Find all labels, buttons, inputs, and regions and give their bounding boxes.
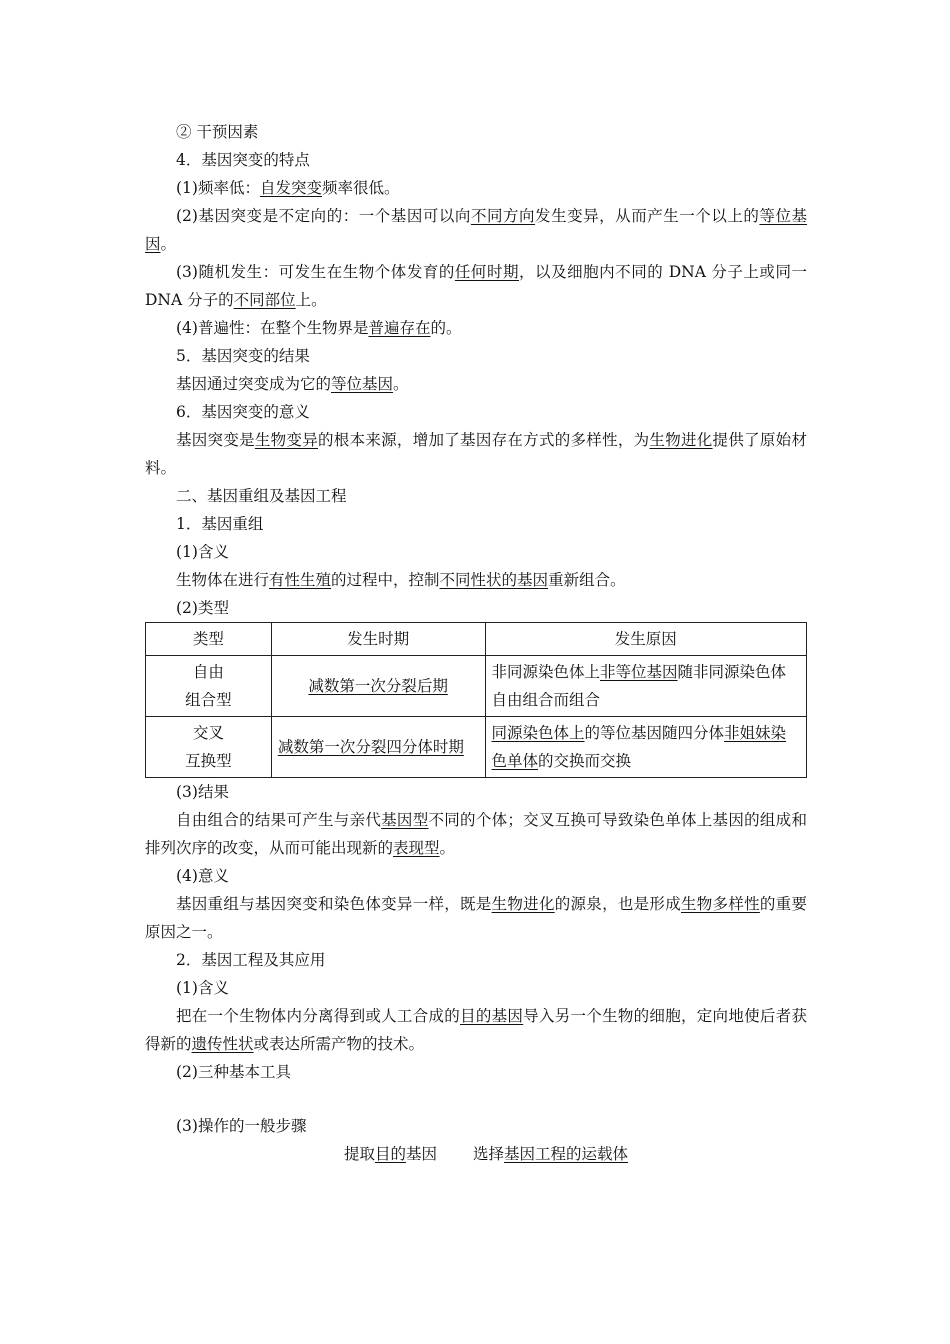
genetic-engineering-definition: 把在一个生物体内分离得到或人工合成的目的基因导入另一个生物的细胞，定向地使后者获得新的遗传性状或表达所需产物的技术。 bbox=[145, 1007, 807, 1053]
cell-reason: 非同源染色体上非等位基因随非同源染色体自由组合而组合 bbox=[485, 656, 807, 717]
table-header-row bbox=[146, 623, 807, 656]
subheading-meaning: (1)含义 bbox=[176, 543, 229, 561]
subheading-significance: (4)意义 bbox=[176, 867, 229, 885]
cell-type: 交叉 互换型 bbox=[146, 717, 272, 778]
document-page bbox=[145, 118, 807, 1168]
header-reason: 发生原因 bbox=[485, 623, 807, 656]
subheading-types: (2)类型 bbox=[176, 599, 229, 617]
step-select-vector: 选择基因工程的运载体 bbox=[473, 1145, 629, 1163]
section-heading-recombination: 二、基因重组及基因工程 bbox=[176, 487, 347, 505]
blank-space bbox=[145, 1086, 807, 1112]
header-type: 类型 bbox=[146, 623, 272, 656]
blank-answer: 生物进化 bbox=[649, 431, 713, 449]
blank-answer: 不同方向 bbox=[470, 207, 536, 225]
heading-recombination: 1．基因重组 bbox=[176, 515, 264, 533]
blank-answer: 生物变异 bbox=[254, 431, 319, 449]
heading-mutation-significance: 6．基因突变的意义 bbox=[176, 403, 310, 421]
feature-low-frequency: (1)频率低：自发突变频率很低。 bbox=[176, 179, 400, 197]
blank-answer: 有性生殖 bbox=[269, 571, 332, 589]
blank-answer: 生物进化 bbox=[491, 895, 555, 913]
subheading-result: (3)结果 bbox=[176, 783, 229, 801]
blank-answer: 不同性状的基因 bbox=[439, 571, 549, 589]
step-extract-gene: 提取目的基因 bbox=[343, 1145, 437, 1163]
recombination-significance-text: 基因重组与基因突变和染色体变异一样，既是生物进化的源泉，也是形成生物多样性的重要原因之一。 bbox=[145, 895, 807, 941]
recombination-result-text: 自由组合的结果可产生与亲代基因型不同的个体；交叉互换可导致染色单体上基因的组成和排列次序的改变，从而可能出现新的表现型。 bbox=[145, 811, 807, 857]
cell-period: 减数第一次分裂后期 bbox=[271, 656, 485, 717]
feature-undirected: (2)基因突变是不定向的：一个基因可以向不同方向发生变异，从而产生一个以上的等位基因。 bbox=[145, 207, 807, 253]
procedure-steps bbox=[145, 1140, 807, 1168]
subheading-three-tools: (2)三种基本工具 bbox=[176, 1063, 291, 1081]
heading-genetic-engineering: 2．基因工程及其应用 bbox=[176, 951, 326, 969]
heading-mutation-result: 5．基因突变的结果 bbox=[176, 347, 310, 365]
blank-answer: 自发突变 bbox=[259, 179, 322, 197]
blank-answer: 等位基因 bbox=[331, 375, 394, 393]
blank-answer: 普遍存在 bbox=[368, 319, 431, 337]
cell-period: 减数第一次分裂四分体时期 bbox=[271, 717, 485, 778]
feature-universal: (4)普遍性：在整个生物界是普遍存在的。 bbox=[176, 319, 462, 337]
subheading-steps: (3)操作的一般步骤 bbox=[176, 1117, 307, 1135]
blank-answer: 目的基因 bbox=[460, 1007, 524, 1025]
mutation-significance-text: 基因突变是生物变异的根本来源，增加了基因存在方式的多样性，为生物进化提供了原始材料。 bbox=[145, 431, 807, 477]
cell-reason: 同源染色体上的等位基因随四分体非姐妹染色单体的交换而交换 bbox=[485, 717, 807, 778]
blank-answer: 表现型 bbox=[393, 839, 440, 857]
header-period: 发生时期 bbox=[271, 623, 485, 656]
cell-type: 自由 组合型 bbox=[146, 656, 272, 717]
item-interfering-factors: ② 干预因素 bbox=[176, 123, 259, 141]
subheading-meaning-2: (1)含义 bbox=[176, 979, 229, 997]
blank-answer: 基因型 bbox=[381, 811, 429, 829]
table-row bbox=[146, 717, 807, 778]
blank-answer: 等位基因 bbox=[145, 207, 807, 253]
table-row bbox=[146, 656, 807, 717]
blank-answer: 生物多样性 bbox=[680, 895, 760, 913]
blank-answer: 不同部位 bbox=[233, 291, 296, 309]
blank-answer: 遗传性状 bbox=[191, 1035, 254, 1053]
recombination-definition: 生物体在进行有性生殖的过程中，控制不同性状的基因重新组合。 bbox=[176, 571, 626, 589]
recombination-types-table bbox=[145, 622, 807, 778]
feature-random: (3)随机发生：可发生在生物个体发育的任何时期，以及细胞内不同的 DNA 分子上或同一 DNA 分子的不同部位上。 bbox=[145, 263, 807, 309]
mutation-result-text: 基因通过突变成为它的等位基因。 bbox=[176, 375, 409, 393]
heading-mutation-features: 4．基因突变的特点 bbox=[176, 151, 310, 169]
blank-answer: 任何时期 bbox=[454, 263, 520, 281]
